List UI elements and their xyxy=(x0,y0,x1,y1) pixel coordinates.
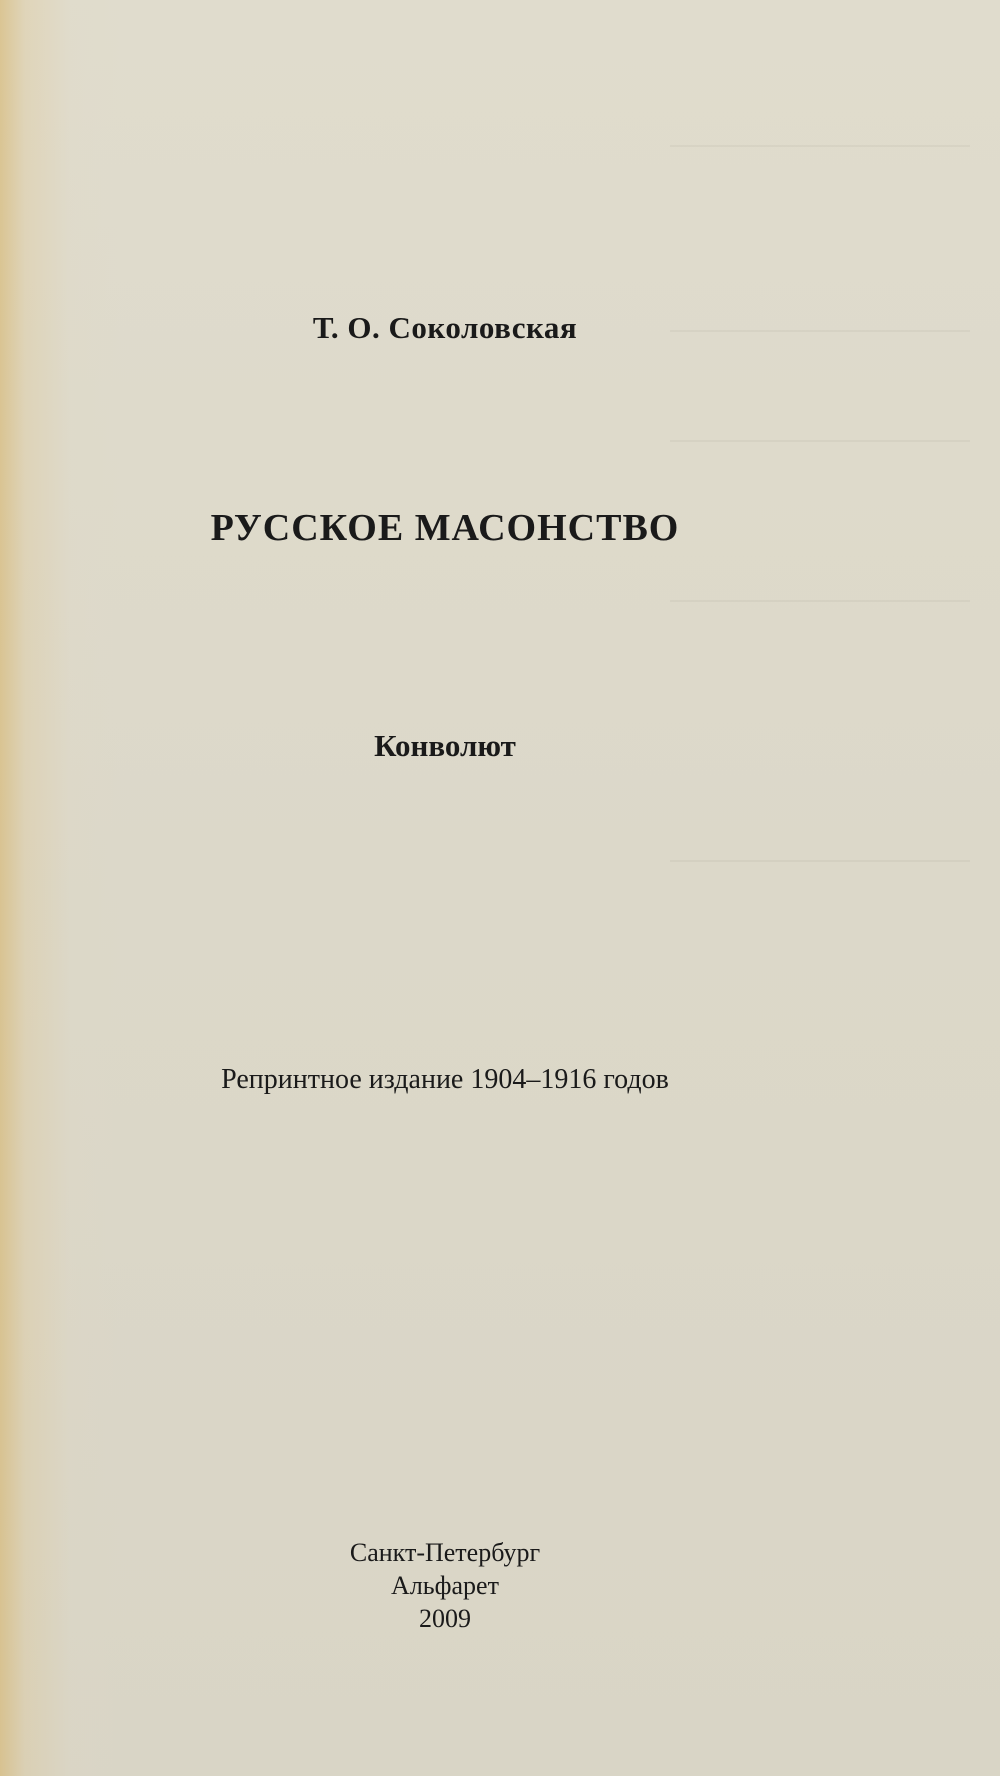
show-through-line xyxy=(670,440,970,442)
edition-note: Репринтное издание 1904–1916 годов xyxy=(221,1064,669,1095)
imprint xyxy=(0,1536,890,1635)
show-through-line xyxy=(670,860,970,862)
book-subtitle: Конволют xyxy=(374,728,516,763)
imprint-city: Санкт-Петербург xyxy=(349,1538,541,1567)
book-title: РУССКОЕ МАСОНСТВО xyxy=(210,507,680,549)
show-through-line xyxy=(670,600,970,602)
show-through-line xyxy=(670,145,970,147)
imprint-publisher: Альфарет xyxy=(391,1571,499,1600)
imprint-year: 2009 xyxy=(419,1604,471,1633)
author-name: Т. О. Соколовская xyxy=(312,310,578,345)
